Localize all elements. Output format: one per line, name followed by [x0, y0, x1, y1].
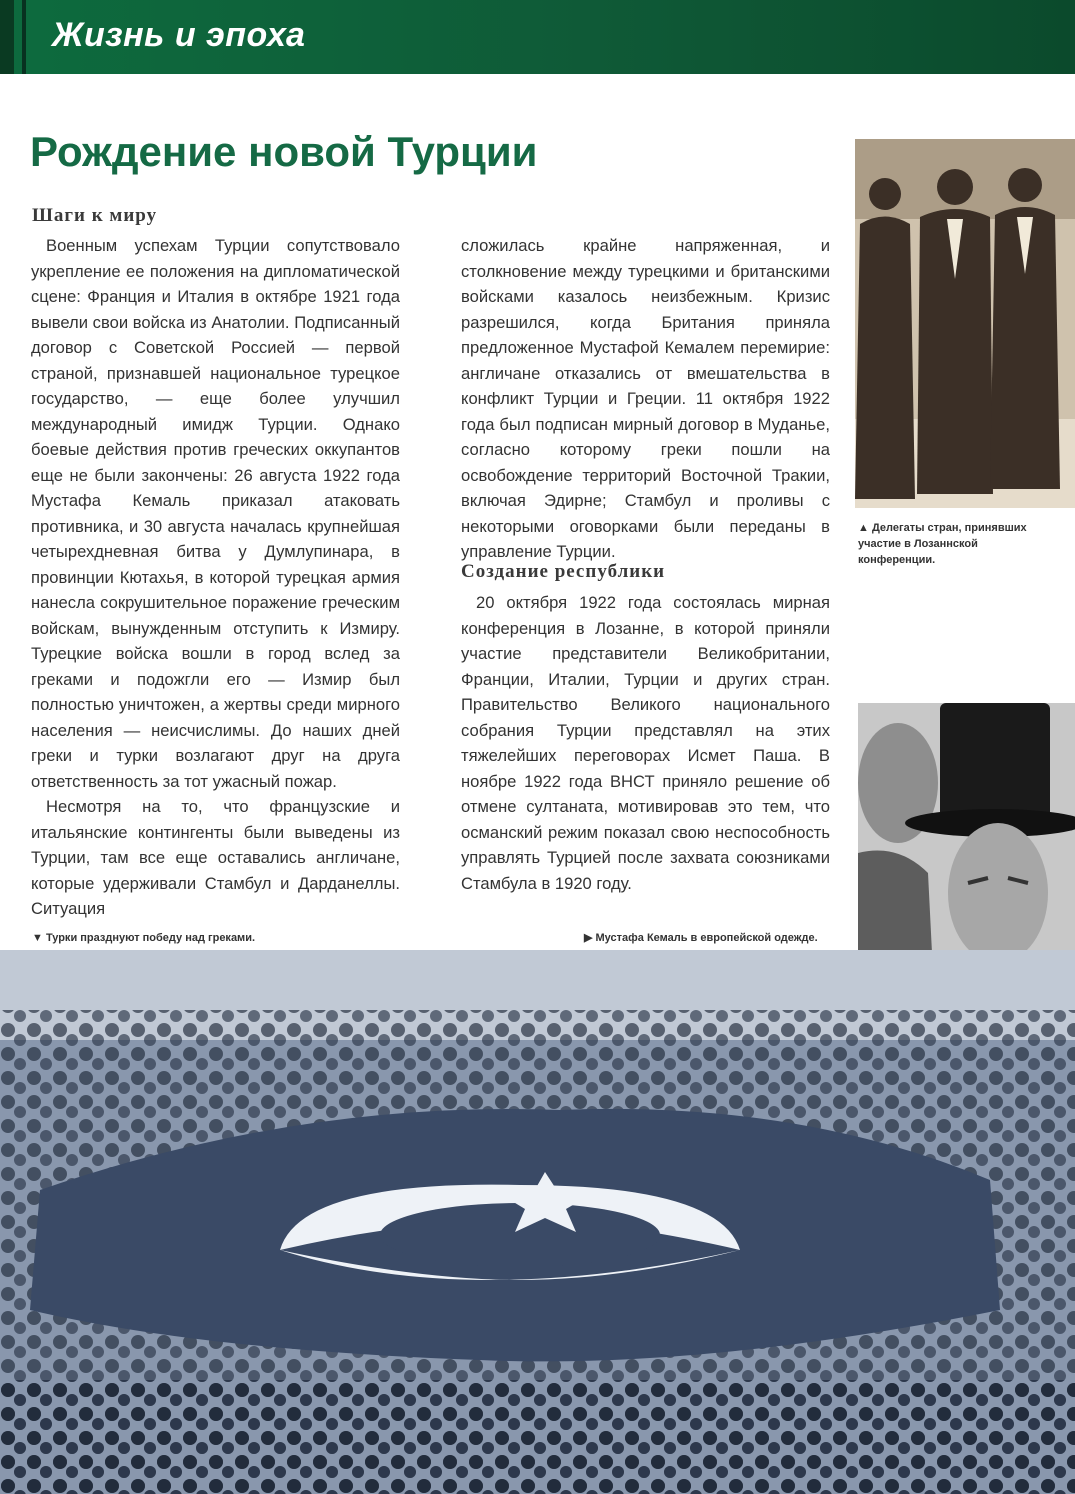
caption-crowd: ▼ Турки празднуют победу над греками. [32, 932, 256, 944]
delegates-photo [855, 139, 1075, 508]
column-left [31, 233, 400, 922]
crowd-flag-photo [0, 950, 1075, 1494]
paragraph: Несмотря на то, что французские и итальянские контингенты были выведены из Турции, там все еще оставались англичане, которые удерживали Стамбул и Дарданеллы. Ситуация [31, 797, 400, 918]
section-heading-republic: Создание республики [461, 561, 666, 582]
column-right [461, 233, 830, 565]
crowd-flag-illustration [0, 950, 1075, 1494]
caption-kemal: ▶ Мустафа Кемаль в европейской одежде. [584, 932, 818, 944]
delegates-photo-illustration [855, 139, 1075, 508]
header-bar [0, 0, 1075, 74]
caption-delegates: ▲ Делегаты стран, принявших участие в Лозаннской конференции. [858, 522, 1027, 566]
paragraph-continuation: сложилась крайне напряженная, и столкновение между турецкими и британскими войсками казалось неизбежным. Кризис разрешился, когда Британия приняла предложенное Мустафой Кемалем перемирие: англичане отказались от вмешательства в конфликт Турции и Греции. 11 октября 1922 года был подписан мирный договор в Муданье, согласно которому греки пошли на освобождение территорий Восточной Тракии, включая Эдирне; Стамбул и проливы с некоторыми оговорками были переданы в управление Турции. [461, 236, 830, 561]
page-title: Рождение новой Турции [30, 128, 538, 175]
column-right-republic [461, 590, 830, 896]
paragraph: Военным успехам Турции сопутствовало укрепление ее положения на дипломатической сцене: Франция и Италия в октябре 1921 года вывели свои войска из Анатолии. Подписанный договор с Советской Россией — первой страной, признавшей национальное турецкое государство, — еще более улучшил международный имидж Турции. Однако боевые действия против греческих оккупантов еще не были закончены: 26 августа 1922 года Мустафа Кемаль приказал атаковать противника, и 30 августа началась крупнейшая четырехдневная битва у Думлупинара, в провинции Кютахья, в которой турецкая армия нанесла сокрушительное поражение греческим войскам, вынужденным отступить к Измиру. Турецкие войска вошли в город вслед за греками и подожгли его — Измир был полностью уничтожен, а жертвы среди мирного населения — неисчислимы. До наших дней греки и турки возлагают друг на друга ответственность за тот ужасный пожар. [31, 236, 400, 791]
section-heading-steps-to-peace: Шаги к миру [32, 205, 158, 226]
section-title: Жизнь и эпоха [52, 16, 306, 54]
paragraph: 20 октября 1922 года состоялась мирная конференция в Лозанне, в которой приняли участие представители Великобритании, Франции, Италии, Турции и других стран. Правительство Великого национального собрания Турции представлял на этих тяжелейших переговорах Исмет Паша. В ноябре 1922 года ВНСТ приняло решение об отмене султаната, мотивировав это тем, что османский режим показал свою неспособность управлять Турцией после захвата союзниками Стамбула в 1920 году. [461, 593, 830, 893]
